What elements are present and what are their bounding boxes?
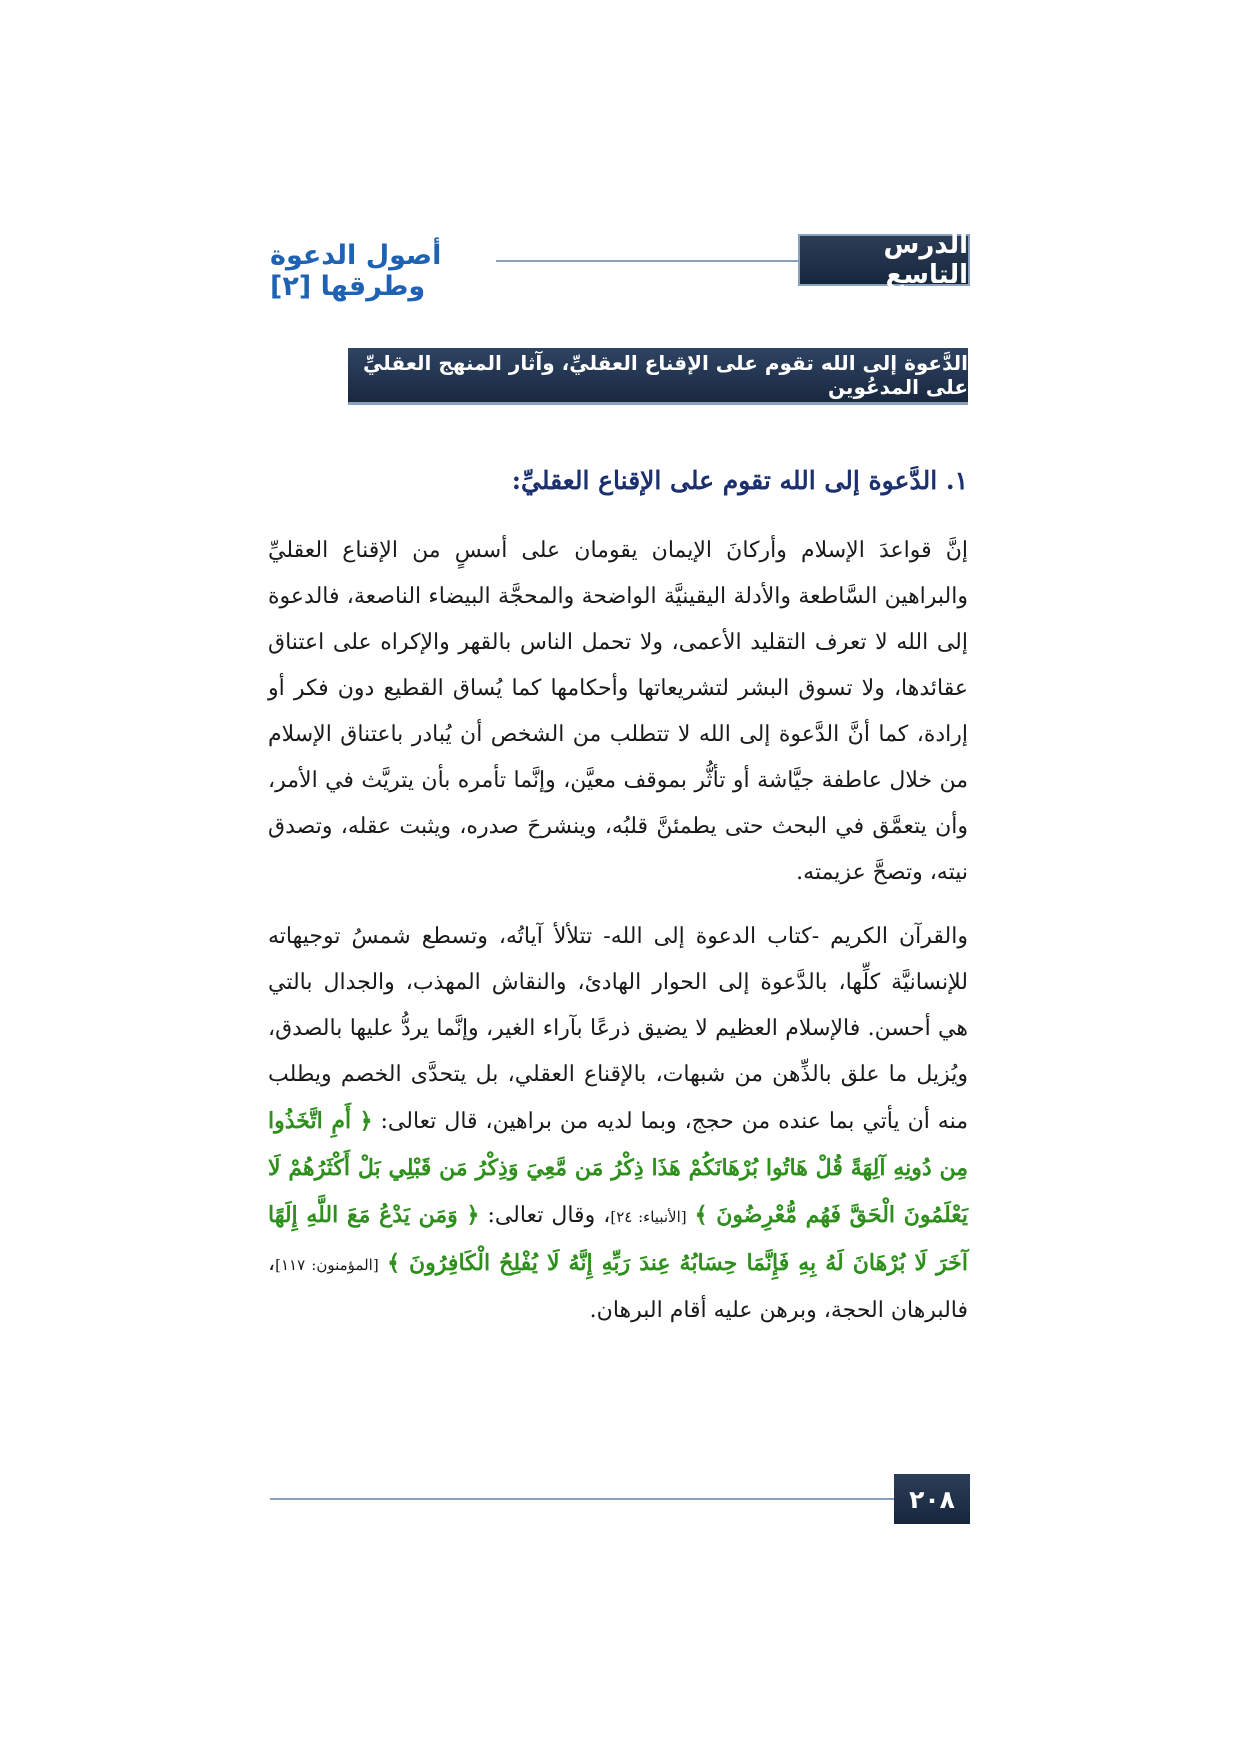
paragraph-1: إنَّ قواعدَ الإسلام وأركانَ الإيمان يقومان على أسسٍ من الإقناع العقليِّ والبراهين السَّاطعة والأدلة اليقينيَّة الواضحة والمحجَّة البيضاء الناصعة، فالدعوة إلى الله لا تعرف التقليد الأعمى، ولا تحمل الناس بالقهر والإكراه على اعتناق عقائدها، ولا تسوق البشر لتشريعاتها وأحكامها كما يُساق القطيع دون فكر أو إرادة، كما أنَّ الدَّعوة إلى الله لا تتطلب من الشخص أن يُبادر باعتناق الإسلام من خلال عاطفة جيَّاشة أو تأثُّر بموقف معيَّن، وإنَّما تأمره بأن يتريَّث في الأمر، وأن يتعمَّق في البحث حتى يطمئنَّ قلبُه، وينشرحَ صدره، ويثبت عقله، وتصدق نيته، وتصحَّ عزيمته. bbox=[268, 538, 968, 885]
section-banner bbox=[348, 348, 968, 405]
header-divider bbox=[496, 260, 798, 262]
paragraph-2-text: والقرآن الكريم -كتاب الدعوة إلى الله- تتلألأ آياتُه، وتسطع شمسُ توجيهاته للإنسانيَّة كلِّها، بالدَّعوة إلى الحوار الهادئ، والنقاش المهذب، والجدال بالتي هي أحسن. فالإسلام العظيم لا يضيق ذرعًا بآراء الغير، وإنَّما يردُّ عليها بالصدق، ويُزيل ما علق بالذِّهن من شبهات، بالإقناع العقلي، بل يتحدَّى الخصم ويطلب منه أن يأتي بما عنده من حجج، وبما لديه من براهين، قال تعالى: bbox=[268, 924, 969, 1134]
body-text bbox=[268, 528, 968, 1352]
verse-2-citation: [المؤمنون: ١١٧] bbox=[275, 1256, 379, 1274]
subheading: ١. الدَّعوة إلى الله تقوم على الإقناع العقليِّ: bbox=[511, 466, 968, 495]
book-title: أصول الدعوة وطرقها [٢] bbox=[270, 240, 442, 302]
footer-divider bbox=[270, 1498, 894, 1500]
section-banner-title: الدَّعوة إلى الله تقوم على الإقناع العقليِّ، وآثار المنهج العقليِّ على المدعُوين bbox=[362, 351, 968, 399]
paragraph-2-closing: ، فالبرهان الحجة، وبرهن عليه أقام البرهان. bbox=[268, 1251, 968, 1323]
lesson-label: الدرس التاسع bbox=[883, 230, 968, 290]
verse-1-citation: [الأنبياء: ٢٤] bbox=[610, 1208, 687, 1226]
lesson-badge bbox=[798, 230, 970, 290]
paragraph-2 bbox=[268, 914, 968, 1334]
page-header bbox=[270, 230, 970, 302]
page-footer bbox=[270, 1474, 970, 1524]
quran-verse-1: ﴿ أَمِ اتَّخَذُوا مِن دُونِهِ آلِهَةً قُلْ هَاتُوا بُرْهَانَكُمْ هَذَا ذِكْرُ مَن مَّعِيَ وَذِكْرُ مَن قَبْلِي بَلْ أَكْثَرُهُمْ لَا يَعْلَمُونَ الْحَقَّ فَهُم مُّعْرِضُونَ ﴾ bbox=[268, 1108, 969, 1228]
page-number: ٢٠٨ bbox=[894, 1474, 970, 1524]
verse-connector: ، وقال تعالى: bbox=[487, 1203, 611, 1228]
quran-verse-2: ﴿ وَمَن يَدْعُ مَعَ اللَّهِ إِلَهًا آخَرَ لَا بُرْهَانَ لَهُ بِهِ فَإِنَّمَا حِسَابُهُ عِندَ رَبِّهِ إِنَّهُ لَا يُفْلِحُ الْكَافِرُونَ ﴾ bbox=[268, 1202, 968, 1276]
